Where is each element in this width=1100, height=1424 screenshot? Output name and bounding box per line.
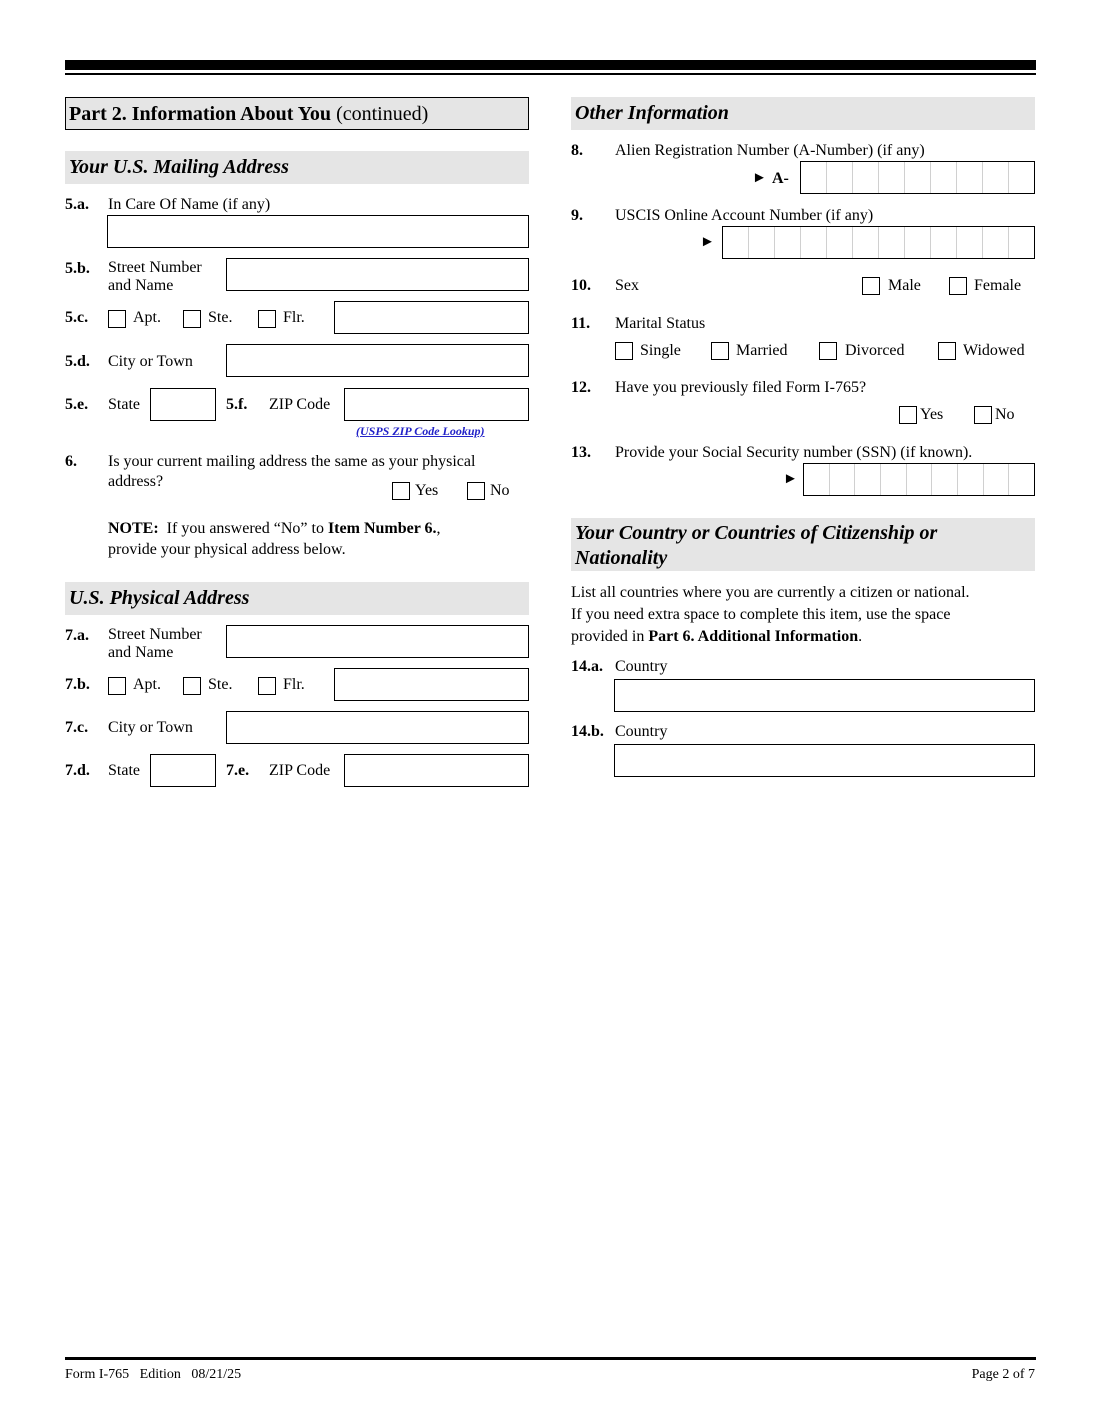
q6-text-line2: address? xyxy=(108,473,164,490)
item-14b-number: 14.b. xyxy=(571,723,604,740)
mailing-address-heading: Your U.S. Mailing Address xyxy=(65,151,529,184)
item-5f-number: 5.f. xyxy=(226,396,248,413)
item-5a-number: 5.a. xyxy=(65,196,89,213)
item-11-number: 11. xyxy=(571,315,591,332)
item-8-number: 8. xyxy=(571,142,583,159)
part-continued: (continued) xyxy=(336,103,429,125)
item-5c-number: 5.c. xyxy=(65,309,89,326)
ste-label: Ste. xyxy=(208,309,233,326)
item-7d-number: 7.d. xyxy=(65,762,90,779)
physical-apt-checkbox[interactable] xyxy=(108,677,126,695)
uscis-account-label: USCIS Online Account Number (if any) xyxy=(615,207,874,224)
ssn-input[interactable] xyxy=(803,463,1035,496)
a-prefix-label: A- xyxy=(772,170,789,187)
physical-city-input[interactable] xyxy=(226,711,529,744)
phys-street-label-line2: and Name xyxy=(108,644,174,661)
filed-yes-checkbox[interactable] xyxy=(899,406,917,424)
mailing-city-input[interactable] xyxy=(226,344,529,377)
physical-ste-checkbox[interactable] xyxy=(183,677,201,695)
item-5d-number: 5.d. xyxy=(65,353,90,370)
sex-male-checkbox[interactable] xyxy=(862,277,880,295)
anumber-input[interactable] xyxy=(800,161,1035,194)
physical-flr-checkbox[interactable] xyxy=(258,677,276,695)
marital-widowed-label: Widowed xyxy=(963,342,1025,359)
mailing-ste-checkbox[interactable] xyxy=(183,310,201,328)
citizenship-para-line1: List all countries where you are currently a citizen or national. xyxy=(571,584,970,601)
q6-yes-checkbox[interactable] xyxy=(392,482,410,500)
marital-widowed-checkbox[interactable] xyxy=(938,342,956,360)
top-rule-thick xyxy=(65,60,1036,70)
state-label: State xyxy=(108,396,140,413)
pointer-arrow-icon: ► xyxy=(752,170,767,186)
physical-unit-input[interactable] xyxy=(334,668,529,701)
mailing-flr-checkbox[interactable] xyxy=(258,310,276,328)
anumber-label: Alien Registration Number (A-Number) (if any) xyxy=(615,142,925,159)
item-14a-number: 14.a. xyxy=(571,658,603,675)
ssn-label: Provide your Social Security number (SSN) (if known). xyxy=(615,444,973,461)
footer-form-edition: Form I-765 Edition 08/21/25 xyxy=(65,1367,242,1382)
footer-page-number: Page 2 of 7 xyxy=(971,1367,1035,1382)
item-7e-number: 7.e. xyxy=(226,762,250,779)
mailing-apt-checkbox[interactable] xyxy=(108,310,126,328)
marital-married-label: Married xyxy=(736,342,788,359)
phys-flr-label: Flr. xyxy=(283,676,305,693)
q6-no-label: No xyxy=(490,482,510,499)
phys-ste-label: Ste. xyxy=(208,676,233,693)
part-header xyxy=(65,97,529,130)
sex-label: Sex xyxy=(615,277,639,294)
uscis-account-input[interactable] xyxy=(722,226,1035,259)
q6-note-line1: NOTE: If you answered “No” to Item Number 6., xyxy=(108,520,441,537)
physical-zip-input[interactable] xyxy=(344,754,529,787)
mailing-state-input[interactable] xyxy=(150,388,216,421)
q6-no-checkbox[interactable] xyxy=(467,482,485,500)
marital-divorced-checkbox[interactable] xyxy=(819,342,837,360)
previously-filed-label: Have you previously filed Form I-765? xyxy=(615,379,867,396)
citizenship-para-line2: If you need extra space to complete this item, use the space xyxy=(571,606,951,623)
filed-no-checkbox[interactable] xyxy=(974,406,992,424)
physical-address-heading: U.S. Physical Address xyxy=(65,582,529,615)
marital-single-label: Single xyxy=(640,342,681,359)
sex-female-checkbox[interactable] xyxy=(949,277,967,295)
q6-text-line1: Is your current mailing address the same as your physical xyxy=(108,453,476,470)
sex-male-label: Male xyxy=(888,277,921,294)
country-a-label: Country xyxy=(615,658,668,675)
mailing-street-input[interactable] xyxy=(226,258,529,291)
phys-state-label: State xyxy=(108,762,140,779)
marital-married-checkbox[interactable] xyxy=(711,342,729,360)
country-b-input[interactable] xyxy=(614,744,1035,777)
citizenship-heading: Your Country or Countries of Citizenship or Nationality xyxy=(571,518,1035,571)
phys-apt-label: Apt. xyxy=(133,676,161,693)
part-title: Part 2. Information About You xyxy=(69,103,332,125)
street-label-line1: Street Number xyxy=(108,259,202,276)
street-label-line2: and Name xyxy=(108,277,174,294)
care-of-label: In Care Of Name (if any) xyxy=(108,196,271,213)
top-rule-thin xyxy=(65,73,1036,75)
item-9-number: 9. xyxy=(571,207,583,224)
marital-divorced-label: Divorced xyxy=(845,342,905,359)
pointer-arrow-icon: ► xyxy=(783,471,798,487)
flr-label: Flr. xyxy=(283,309,305,326)
marital-label: Marital Status xyxy=(615,315,706,332)
phys-zip-label: ZIP Code xyxy=(269,762,331,779)
physical-street-input[interactable] xyxy=(226,625,529,658)
item-13-number: 13. xyxy=(571,444,591,461)
city-label: City or Town xyxy=(108,353,193,370)
q6-yes-label: Yes xyxy=(415,482,439,499)
country-a-input[interactable] xyxy=(614,679,1035,712)
pointer-arrow-icon: ► xyxy=(700,234,715,250)
filed-yes-label: Yes xyxy=(920,406,944,423)
mailing-unit-input[interactable] xyxy=(334,301,529,334)
item-6-number: 6. xyxy=(65,453,77,470)
care-of-name-input[interactable] xyxy=(107,215,529,248)
country-b-label: Country xyxy=(615,723,668,740)
apt-label: Apt. xyxy=(133,309,161,326)
item-7b-number: 7.b. xyxy=(65,676,90,693)
phys-city-label: City or Town xyxy=(108,719,193,736)
zip-lookup-link[interactable]: (USPS ZIP Code Lookup) xyxy=(356,424,485,438)
item-7a-number: 7.a. xyxy=(65,627,89,644)
q6-note-line2: provide your physical address below. xyxy=(108,541,346,558)
item-5b-number: 5.b. xyxy=(65,260,90,277)
footer-rule xyxy=(65,1357,1036,1360)
other-information-heading: Other Information xyxy=(571,97,1035,130)
filed-no-label: No xyxy=(995,406,1015,423)
physical-state-input[interactable] xyxy=(150,754,216,787)
marital-single-checkbox[interactable] xyxy=(615,342,633,360)
zip-label: ZIP Code xyxy=(269,396,331,413)
sex-female-label: Female xyxy=(974,277,1022,294)
citizenship-para-line3: provided in Part 6. Additional Information. xyxy=(571,628,863,645)
phys-street-label-line1: Street Number xyxy=(108,626,202,643)
item-7c-number: 7.c. xyxy=(65,719,89,736)
item-5e-number: 5.e. xyxy=(65,396,89,413)
mailing-zip-input[interactable] xyxy=(344,388,529,421)
item-10-number: 10. xyxy=(571,277,591,294)
item-12-number: 12. xyxy=(571,379,591,396)
